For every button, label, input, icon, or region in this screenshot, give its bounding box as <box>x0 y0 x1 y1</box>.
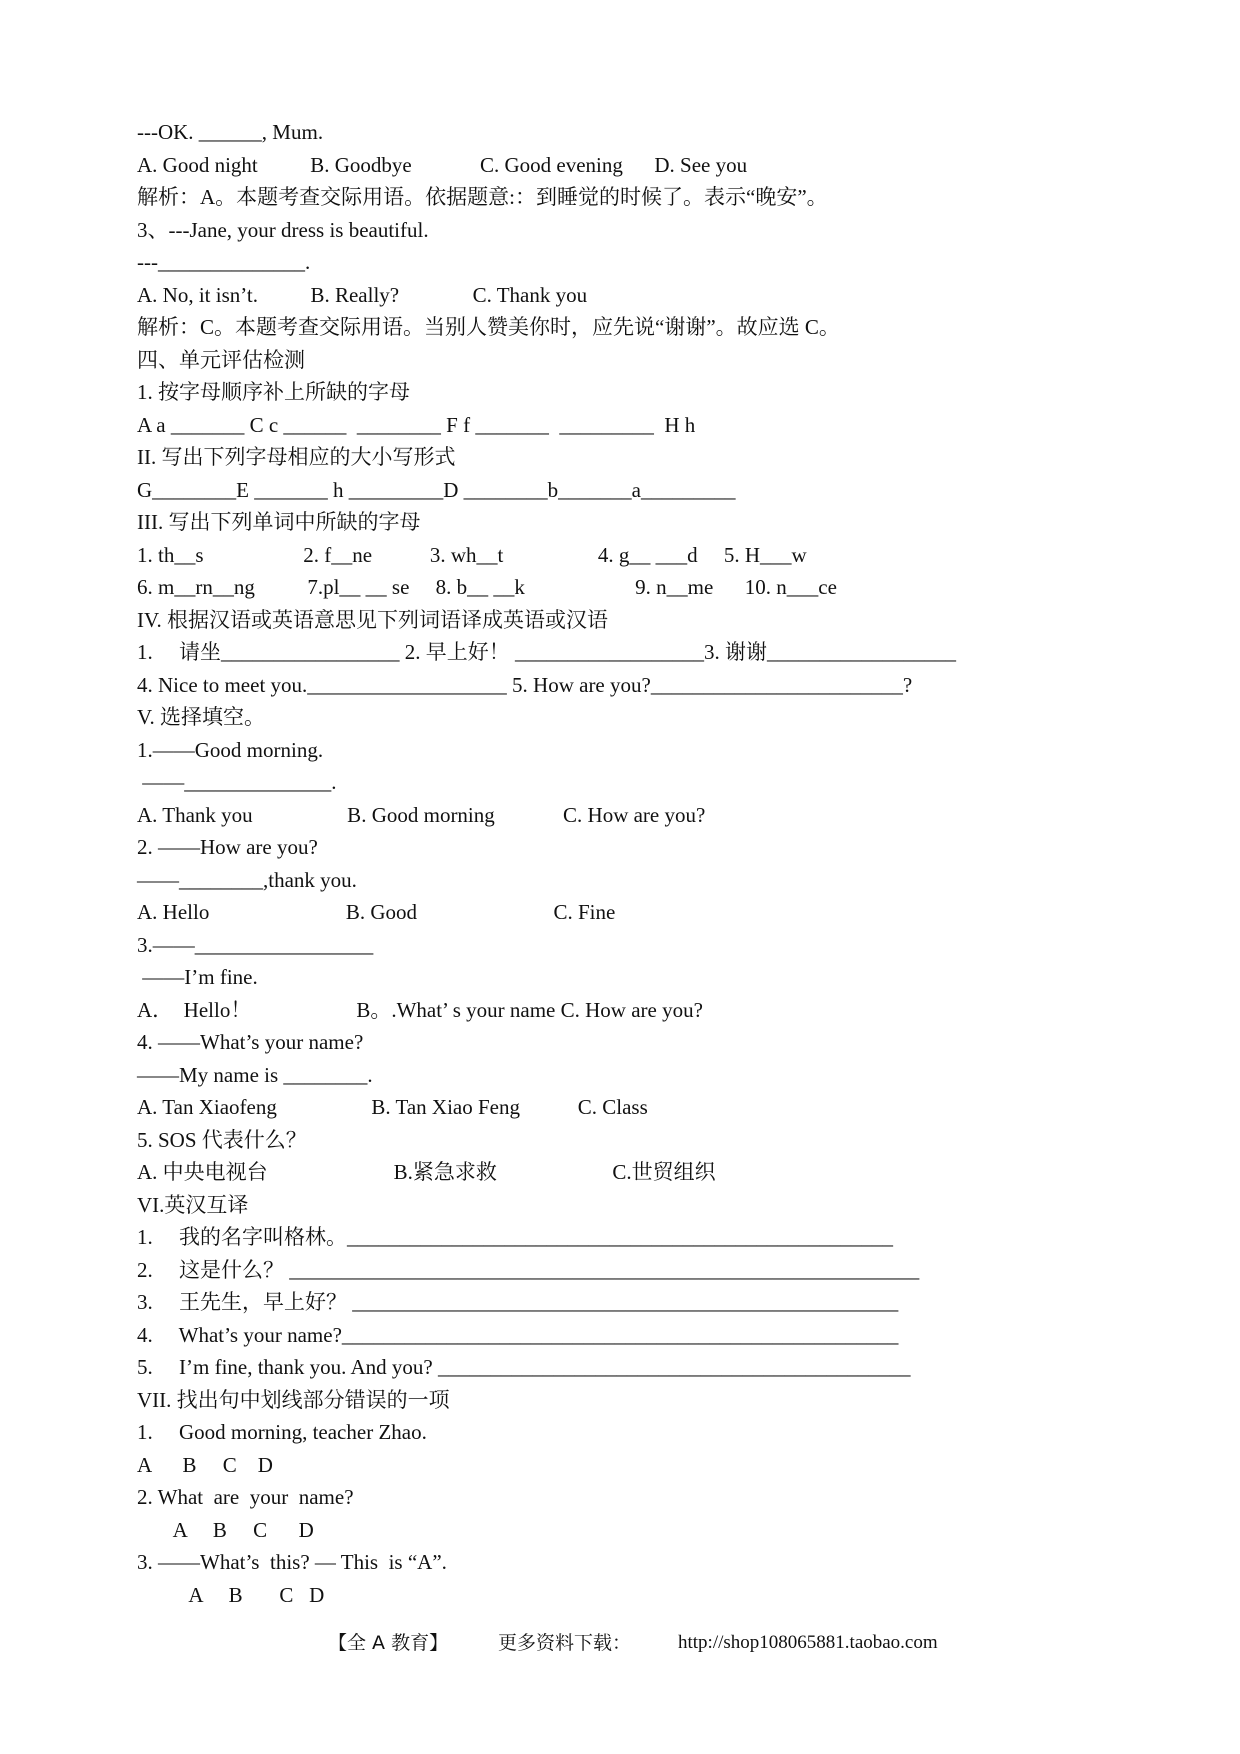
section-heading: 四、单元评估检测 <box>137 347 305 372</box>
text-line: ——I’m fine. <box>137 965 258 989</box>
text-line: 1. th__s 2. f__ne 3. wh__t 4. g__ ___d 5. H___w <box>137 542 807 567</box>
text-line: 2. ——How are you? <box>137 835 318 859</box>
text-line: A B C D <box>137 1517 314 1542</box>
text-line: A. Tan Xiaofeng B. Tan Xiao Feng C. Class <box>137 1095 648 1119</box>
text-line: 1. Good morning, teacher Zhao. <box>137 1420 427 1444</box>
text-line: A． Hello！ B。.What’ s your name C. How are you? <box>137 997 703 1022</box>
text-line: IV. 根据汉语或英语意思见下列词语译成英语或汉语 <box>137 607 608 632</box>
text-line: 1. 按字母顺序补上所缺的字母 <box>137 380 410 404</box>
text-line: 2. 这是什么？ ____________________________________________________________ <box>137 1257 920 1282</box>
text-line: 4. ——What’s your name? <box>137 1030 364 1054</box>
text-line: VII. 找出句中划线部分错误的一项 <box>137 1387 450 1412</box>
footer-brand: 【全 A 教育】 <box>328 1632 449 1654</box>
text-line: 1. 我的名字叫格林。____________________________________________________ <box>137 1225 893 1249</box>
text-line: 3、---Jane, your dress is beautiful. <box>137 217 429 242</box>
footer-download-label: 更多资料下载： <box>498 1632 632 1654</box>
text-line: VI.英汉互译 <box>137 1192 249 1217</box>
text-line: 5. SOS 代表什么？ <box>137 1127 307 1152</box>
text-line: A. Good night B. Goodbye C. Good evening D. See you <box>137 152 748 177</box>
text-line: ---OK. ______, Mum. <box>137 120 324 144</box>
text-line: 4. What’s your name?_____________________________________________________ <box>137 1322 899 1347</box>
text-line: 3. ——What’s this? — This is “A”. <box>137 1550 447 1574</box>
text-line: A. 中央电视台 B.紧急求救 C.世贸组织 <box>137 1160 716 1184</box>
text-line: ——______________. <box>137 770 337 794</box>
text-line: II. 写出下列字母相应的大小写形式 <box>137 445 456 469</box>
text-line: 1.——Good morning. <box>137 737 324 762</box>
page-footer <box>0 1628 1240 1658</box>
text-line: A. No, it isn’t. B. Really? C. Thank you <box>137 282 588 307</box>
text-line: 解析：A。本题考查交际用语。依据题意:：到睡觉的时候了。表示“晚安”。 <box>137 185 828 209</box>
text-line: A B C D <box>137 1582 325 1607</box>
text-line: G________E _______ h _________D ________b_______a_________ <box>137 477 736 502</box>
footer-url-link[interactable]: http://shop108065881.taobao.com <box>678 1632 938 1653</box>
text-line: 5. I’m fine, thank you. And you? _____________________________________________ <box>137 1355 911 1379</box>
text-line: V. 选择填空。 <box>137 705 265 729</box>
text-line: 6. m__rn__ng 7.pl__ __ se 8. b__ __k 9. n__me 10. n___ce <box>137 575 837 599</box>
text-line: 1. 请坐_________________ 2. 早上好！ __________________3. 谢谢__________________ <box>137 640 956 664</box>
text-line: A a _______ C c ______ ________ F f _______ _________ H h <box>137 412 696 437</box>
text-line: 3.——_________________ <box>137 932 374 957</box>
text-line: 解析：C。本题考查交际用语。当别人赞美你时，应先说“谢谢”。故应选 C。 <box>137 315 840 339</box>
text-line: A. Thank you B. Good morning C. How are you? <box>137 802 706 827</box>
text-line: A. Hello B. Good C. Fine <box>137 900 616 924</box>
text-line: ---______________. <box>137 250 311 274</box>
text-line: ——________,thank you. <box>137 867 357 892</box>
text-line: III. 写出下列单词中所缺的字母 <box>137 510 421 534</box>
text-line: 2. What are your name? <box>137 1485 354 1509</box>
text-line: 4. Nice to meet you.___________________ 5. How are you?________________________? <box>137 672 913 697</box>
text-line: ——My name is ________. <box>137 1062 373 1087</box>
text-line: A B C D <box>137 1452 273 1477</box>
document-body <box>137 116 1117 1611</box>
text-line: 3. 王先生，早上好？ ____________________________________________________ <box>137 1290 899 1314</box>
